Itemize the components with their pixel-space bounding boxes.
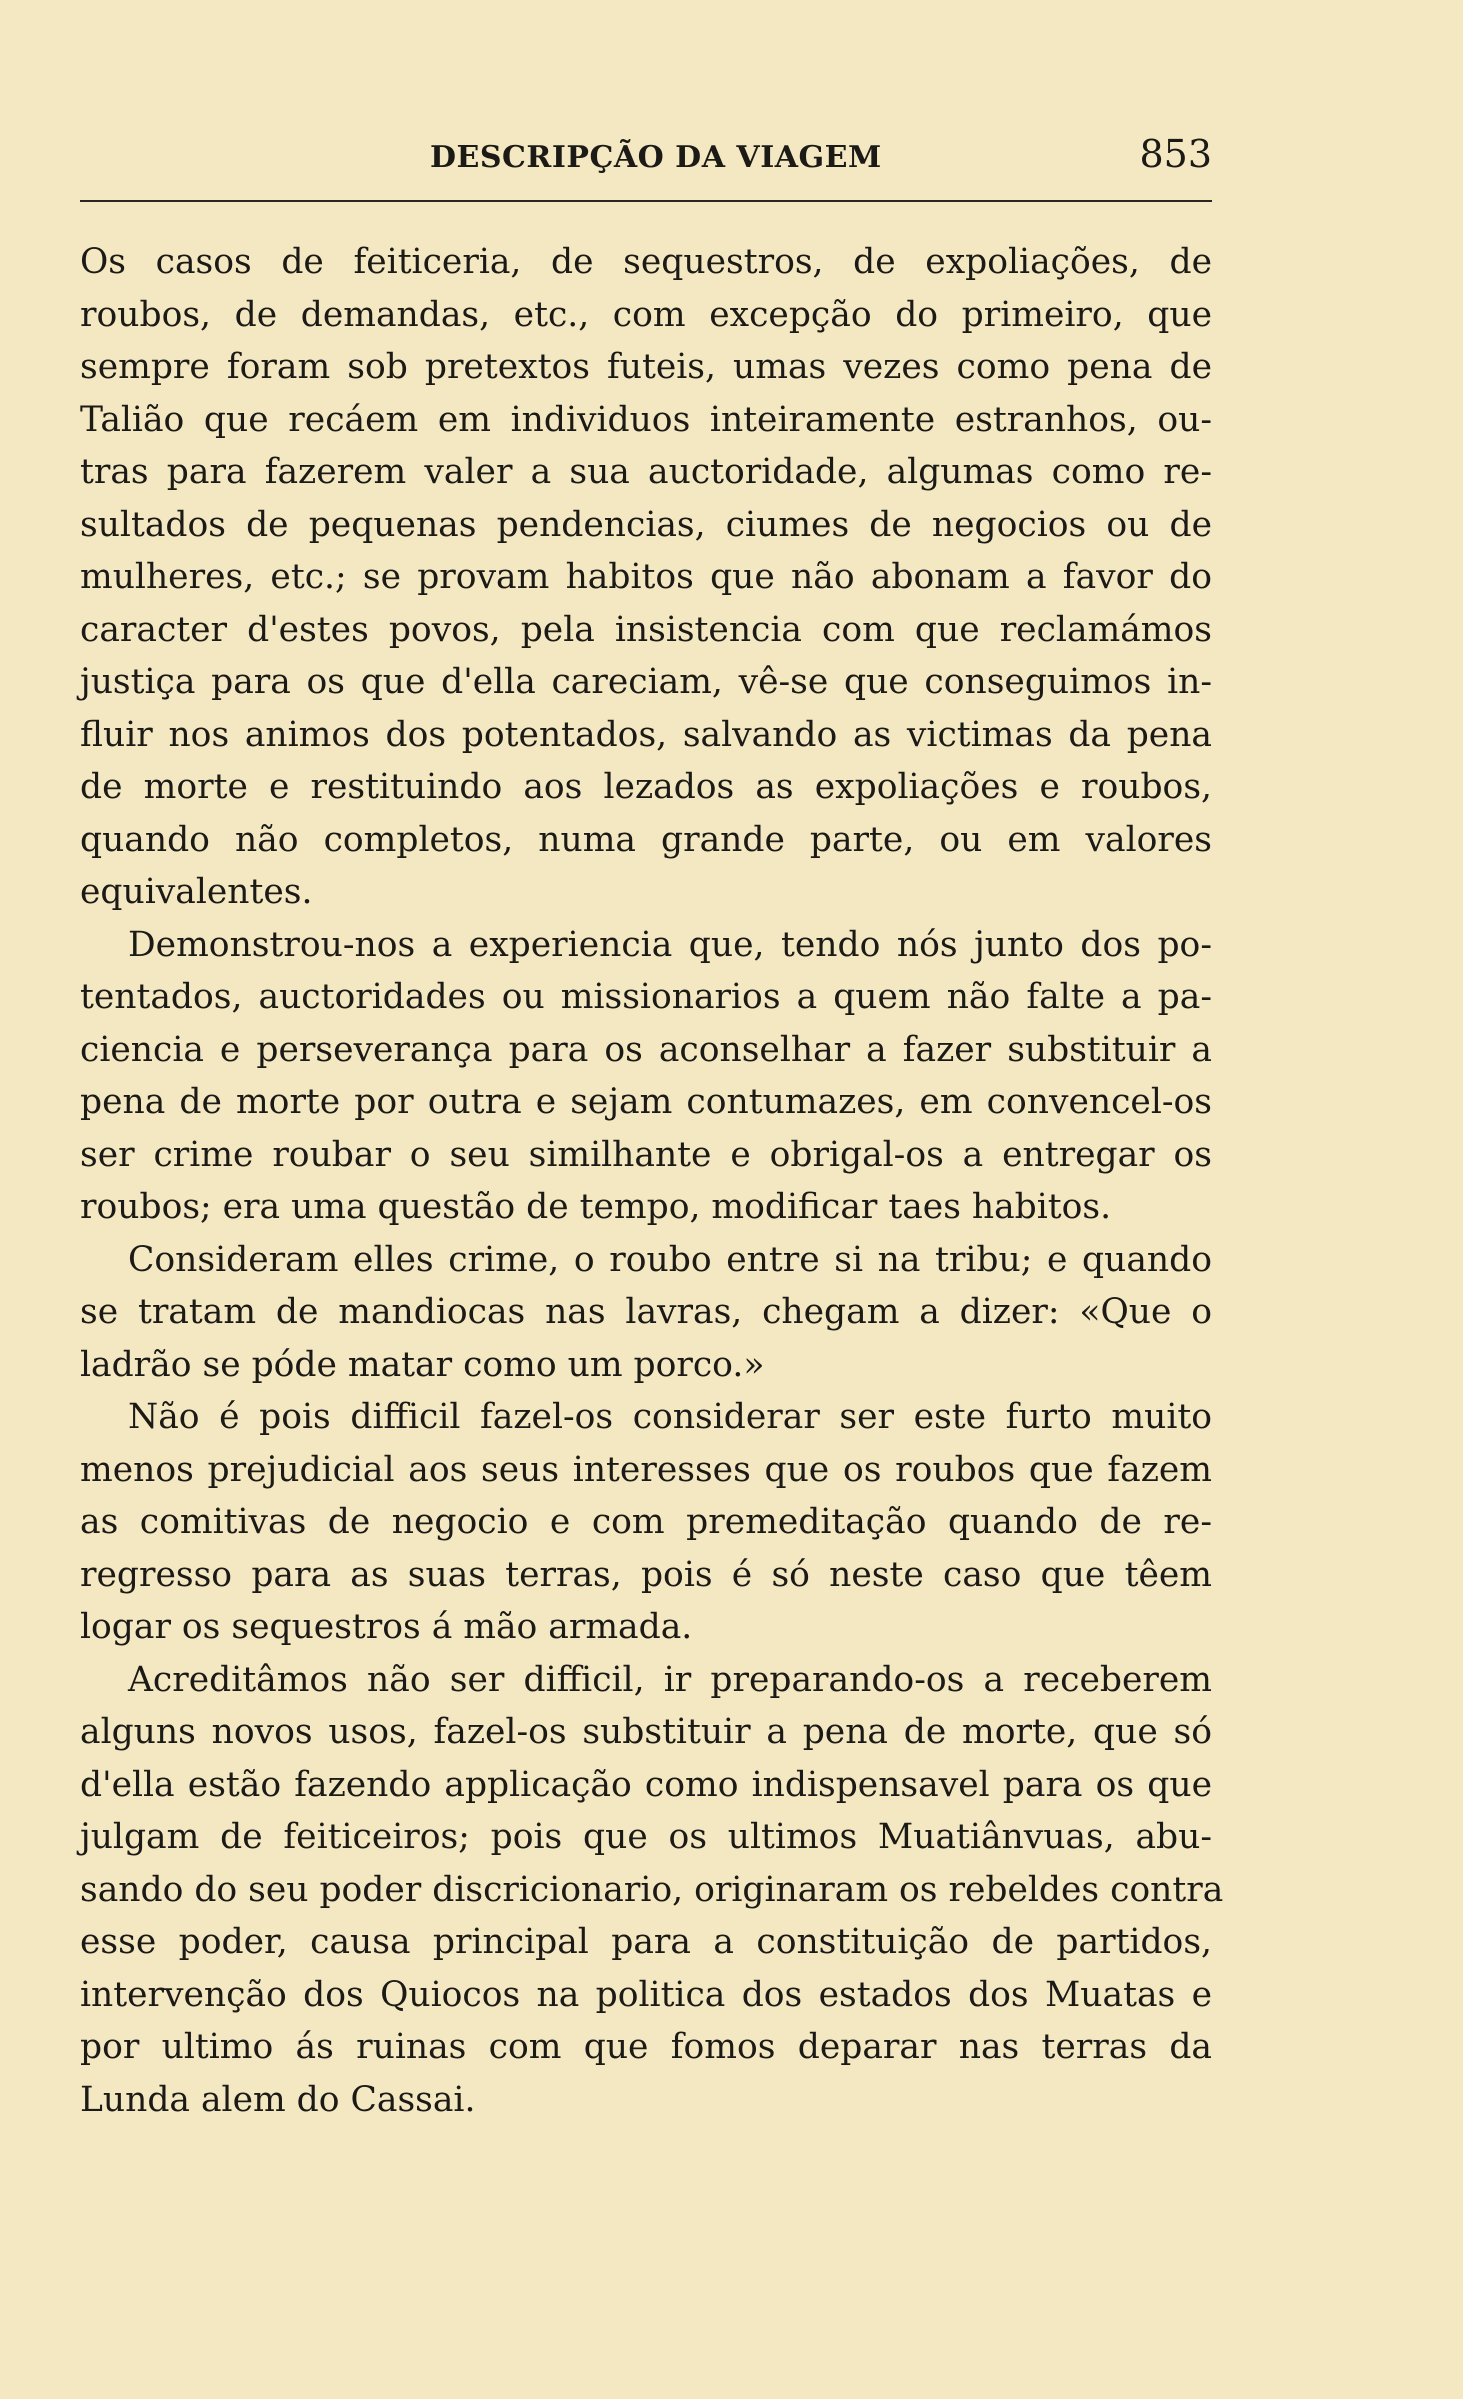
- text-line: equivalentes.: [80, 872, 313, 912]
- text-line: d'ella estão fazendo applicação como indispensavel para os que: [80, 1764, 1212, 1805]
- text-line: mulheres, etc.; se provam habitos que não abonam a favor do: [80, 557, 1212, 597]
- text-line: ladrão se póde matar como um porco.»: [80, 1344, 765, 1385]
- text-line: justiça para os que d'ella careciam, vê-se que conseguimos in-: [80, 662, 1212, 702]
- text-line: esse poder, causa principal para a constituição de partidos,: [80, 1922, 1212, 1962]
- text-line: tentados, auctoridades ou missionarios a quem não falte a pa-: [80, 977, 1212, 1017]
- page-header: [80, 128, 1212, 188]
- text-line: logar os sequestros á mão armada.: [80, 1607, 693, 1647]
- text-line: tras para fazerem valer a sua auctoridade, algumas como re-: [80, 452, 1212, 492]
- text-line: sultados de pequenas pendencias, ciumes de negocios ou de: [80, 504, 1212, 545]
- text-line: por ultimo ás ruinas com que fomos deparar nas terras da: [80, 2027, 1212, 2067]
- body-text: [80, 236, 1224, 2126]
- text-line: fluir nos animos dos potentados, salvando as victimas da pena: [80, 714, 1212, 755]
- text-line: ciencia e perseverança para os aconselhar a fazer substituir a: [80, 1029, 1212, 1070]
- text-line: intervenção dos Quiocos na politica dos estados dos Muatas e: [80, 1974, 1212, 2015]
- text-line: caracter d'estes povos, pela insistencia com que reclamámos: [80, 609, 1212, 650]
- text-line: ser crime roubar o seu similhante e obrigal-os a entregar os: [80, 1134, 1212, 1175]
- text-line: julgam de feiticeiros; pois que os ultimos Muatiânvuas, abu-: [80, 1817, 1212, 1857]
- text-line: Lunda alem do Cassai.: [80, 2079, 476, 2120]
- header-rule: [80, 200, 1212, 202]
- text-line: Demonstrou-nos a experiencia que, tendo nós junto dos po-: [128, 924, 1212, 965]
- text-line: Não é pois difficil fazel-os considerar ser este furto muito: [128, 1397, 1212, 1437]
- text-line: roubos; era uma questão de tempo, modificar taes habitos.: [80, 1187, 1112, 1227]
- text-line: roubos, de demandas, etc., com excepção do primeiro, que: [80, 294, 1212, 335]
- text-line: Consideram elles crime, o roubo entre si na tribu; e quando: [128, 1239, 1212, 1280]
- page-number: 853: [1139, 132, 1212, 176]
- text-line: se tratam de mandiocas nas lavras, chegam a dizer: «Que o: [80, 1292, 1212, 1332]
- text-line: de morte e restituindo aos lezados as expoliações e roubos,: [80, 767, 1212, 807]
- text-line: quando não completos, numa grande parte, ou em valores: [80, 819, 1212, 860]
- text-line: alguns novos usos, fazel-os substituir a pena de morte, que só: [80, 1712, 1212, 1752]
- text-line: pena de morte por outra e sejam contumazes, em convencel-os: [80, 1082, 1212, 1122]
- text-line: Acreditâmos não ser difficil, ir preparando-os a receberem: [128, 1659, 1212, 1700]
- text-line: as comitivas de negocio e com premeditação quando de re-: [80, 1502, 1212, 1542]
- text-line: regresso para as suas terras, pois é só neste caso que têem: [80, 1554, 1212, 1595]
- text-line: sempre foram sob pretextos futeis, umas vezes como pena de: [80, 347, 1212, 387]
- text-line: sando do seu poder discricionario, originaram os rebeldes contra: [80, 1869, 1224, 1910]
- text-line: menos prejudicial aos seus interesses que os roubos que fazem: [80, 1449, 1212, 1490]
- text-line: Os casos de feiticeria, de sequestros, de expoliações, de: [80, 242, 1212, 282]
- text-line: Talião que recáem em individuos inteiramente estranhos, ou-: [80, 399, 1212, 440]
- running-title: DESCRIPÇÃO DA VIAGEM: [430, 140, 882, 175]
